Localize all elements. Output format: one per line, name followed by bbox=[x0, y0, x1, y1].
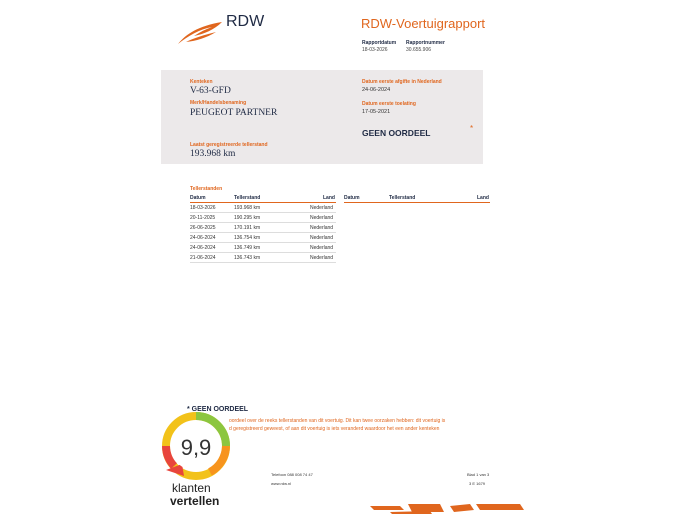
first-nl-label: Datum eerste afgifte in Nederland bbox=[362, 79, 442, 85]
col-country-header: Land bbox=[323, 195, 335, 201]
row-odometer: 136.743 km bbox=[234, 255, 261, 261]
row-country: Nederland bbox=[310, 235, 334, 241]
table-row bbox=[190, 214, 336, 223]
row-date: 24-06-2024 bbox=[190, 245, 216, 251]
footer-code: 3 E 1679 bbox=[469, 481, 486, 486]
row-odometer: 170.191 km bbox=[234, 225, 261, 231]
bottom-verdict-title: * GEEN OORDEEL bbox=[187, 406, 249, 413]
table-row bbox=[190, 244, 336, 253]
row-date: 18-03-2026 bbox=[190, 205, 216, 211]
row-date: 21-06-2024 bbox=[190, 255, 216, 261]
row-date: 24-06-2024 bbox=[190, 235, 216, 241]
table-header-rule bbox=[190, 202, 336, 203]
report-title: RDW-Voertuigrapport bbox=[361, 16, 486, 31]
row-odometer: 190.295 km bbox=[234, 215, 261, 221]
brand-name: RDW bbox=[226, 13, 265, 30]
row-odometer: 136.754 km bbox=[234, 235, 261, 241]
row-country: Nederland bbox=[310, 255, 334, 261]
col-odometer-header: Tellerstand bbox=[234, 195, 261, 201]
verdict-asterisk: * bbox=[470, 124, 474, 133]
col-odometer-header-2: Tellerstand bbox=[389, 195, 416, 201]
report-number-label: Rapportnummer bbox=[406, 40, 445, 46]
row-date: 20-11-2025 bbox=[190, 215, 216, 221]
plate-value: V-63-GFD bbox=[190, 86, 231, 96]
row-odometer: 193.968 km bbox=[234, 205, 261, 211]
footer-website[interactable]: www.rdw.nl bbox=[271, 481, 292, 486]
table-header-rule-2 bbox=[344, 202, 490, 203]
table-row bbox=[190, 204, 336, 213]
verdict: GEEN OORDEEL bbox=[362, 128, 431, 138]
footer-page: Blad 1 van 3 bbox=[467, 472, 490, 477]
first-admission-label: Datum eerste toelating bbox=[362, 101, 416, 107]
report-number-value: 30.655.906 bbox=[406, 47, 432, 53]
row-country: Nederland bbox=[310, 225, 334, 231]
table-row bbox=[190, 234, 336, 243]
badge-line-2: vertellen bbox=[170, 494, 220, 508]
table-row bbox=[190, 224, 336, 233]
report-date-value: 18-03-2026 bbox=[362, 47, 388, 53]
decorative-stripes bbox=[370, 500, 525, 514]
row-country: Nederland bbox=[310, 215, 334, 221]
col-date-header-2: Datum bbox=[344, 195, 360, 201]
plate-label: Kenteken bbox=[190, 79, 213, 85]
report-date-label: Rapportdatum bbox=[362, 40, 397, 46]
odometer-table-title: Tellerstanden bbox=[190, 186, 223, 192]
make-value: PEUGEOT PARTNER bbox=[190, 108, 278, 118]
col-date-header: Datum bbox=[190, 195, 206, 201]
rating-badge-icon bbox=[162, 412, 230, 480]
odometer-value: 193.968 km bbox=[190, 149, 236, 159]
rating-score: 9,9 bbox=[180, 435, 212, 460]
first-nl-value: 24-06-2024 bbox=[362, 87, 391, 93]
row-country: Nederland bbox=[310, 205, 334, 211]
rdw-logo-icon bbox=[176, 20, 224, 46]
col-country-header-2: Land bbox=[477, 195, 489, 201]
odometer-label: Laatst geregistreerde tellerstand bbox=[190, 142, 268, 148]
explanation-line-1: oordeel over de reeks tellerstanden van dit voertuig. Dit kan twee oorzaken hebben: dit voertuig is bbox=[229, 418, 446, 424]
table-row bbox=[190, 254, 336, 263]
badge-line-1: klanten bbox=[172, 481, 211, 495]
make-label: Merk/Handelsbenaming bbox=[190, 100, 247, 106]
first-admission-value: 17-05-2021 bbox=[362, 109, 391, 115]
row-country: Nederland bbox=[310, 245, 334, 251]
row-date: 26-06-2025 bbox=[190, 225, 216, 231]
row-odometer: 136.749 km bbox=[234, 245, 261, 251]
footer-phone: Telefoon 088 008 74 47 bbox=[271, 472, 313, 477]
explanation-line-2: d geregistreerd geweest, of aan dit voertuig is iets veranderd waardoor het een ander kenteken bbox=[229, 426, 440, 432]
